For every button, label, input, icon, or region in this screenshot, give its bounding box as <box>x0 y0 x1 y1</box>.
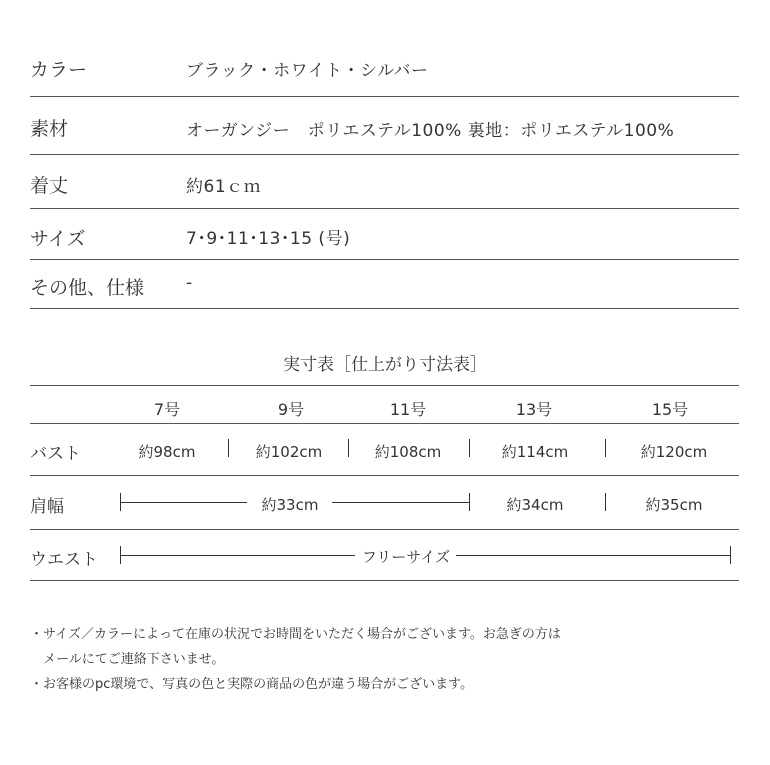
row-divider <box>30 475 739 476</box>
note-stock: ・サイズ／カラーによって在庫の状況でお時間をいただく場合がございます。お急ぎの方は <box>30 627 561 642</box>
bust-15: 約120cm <box>640 443 708 461</box>
table-top-border <box>30 385 739 386</box>
header-divider <box>30 423 739 424</box>
span-end-marker <box>730 546 731 564</box>
shoulder-13: 約34cm <box>506 496 564 514</box>
other-spec-value: - <box>186 273 193 293</box>
shoulder-7-to-11: 約33cm <box>261 496 319 514</box>
span-line <box>332 502 469 503</box>
table-bottom-border <box>30 580 739 581</box>
column-header-13: 13号 <box>515 400 553 419</box>
divider <box>30 259 739 260</box>
waist-label: ウエスト <box>30 550 98 570</box>
cell-separator <box>469 439 470 457</box>
column-header-11: 11号 <box>389 400 427 419</box>
size-label: サイズ <box>30 228 86 250</box>
length-value: 約61ｃｍ <box>186 177 262 197</box>
material-label: 素材 <box>30 118 69 140</box>
column-header-7: 7号 <box>153 400 181 419</box>
bust-9: 約102cm <box>255 443 323 461</box>
shoulder-15: 約35cm <box>645 496 703 514</box>
shoulder-label: 肩幅 <box>30 497 64 517</box>
cell-separator <box>228 439 229 457</box>
other-spec-label: その他、仕様 <box>30 277 145 299</box>
cell-separator <box>605 439 606 457</box>
bust-label: バスト <box>30 444 81 464</box>
span-end-marker <box>469 493 470 511</box>
note-contact: メールにてご連絡下さいませ。 <box>30 652 225 667</box>
divider <box>30 208 739 209</box>
bust-11: 約108cm <box>374 443 442 461</box>
divider <box>30 96 739 97</box>
length-label: 着丈 <box>30 175 69 197</box>
row-divider <box>30 529 739 530</box>
column-header-15: 15号 <box>651 400 689 419</box>
span-line <box>121 555 355 556</box>
cell-separator <box>348 439 349 457</box>
divider <box>30 308 739 309</box>
waist-free-size: フリーサイズ <box>361 548 451 566</box>
material-value: オーガンジー ポリエステル100% 裏地：ポリエステル100% <box>186 121 675 141</box>
color-label: カラー <box>30 59 88 81</box>
column-header-9: 9号 <box>277 400 305 419</box>
bust-13: 約114cm <box>501 443 569 461</box>
size-value: 7･9･11･13･15 (号) <box>186 229 351 249</box>
color-value: ブラック・ホワイト・シルバー <box>186 61 429 81</box>
note-color-disclaimer: ・お客様のpc環境で、写真の色と実際の商品の色が違う場合がございます。 <box>30 677 474 692</box>
size-table-title: 実寸表［仕上がり寸法表］ <box>283 355 487 375</box>
span-line <box>121 502 247 503</box>
divider <box>30 154 739 155</box>
bust-7: 約98cm <box>138 443 196 461</box>
cell-separator <box>605 493 606 511</box>
span-line <box>456 555 730 556</box>
